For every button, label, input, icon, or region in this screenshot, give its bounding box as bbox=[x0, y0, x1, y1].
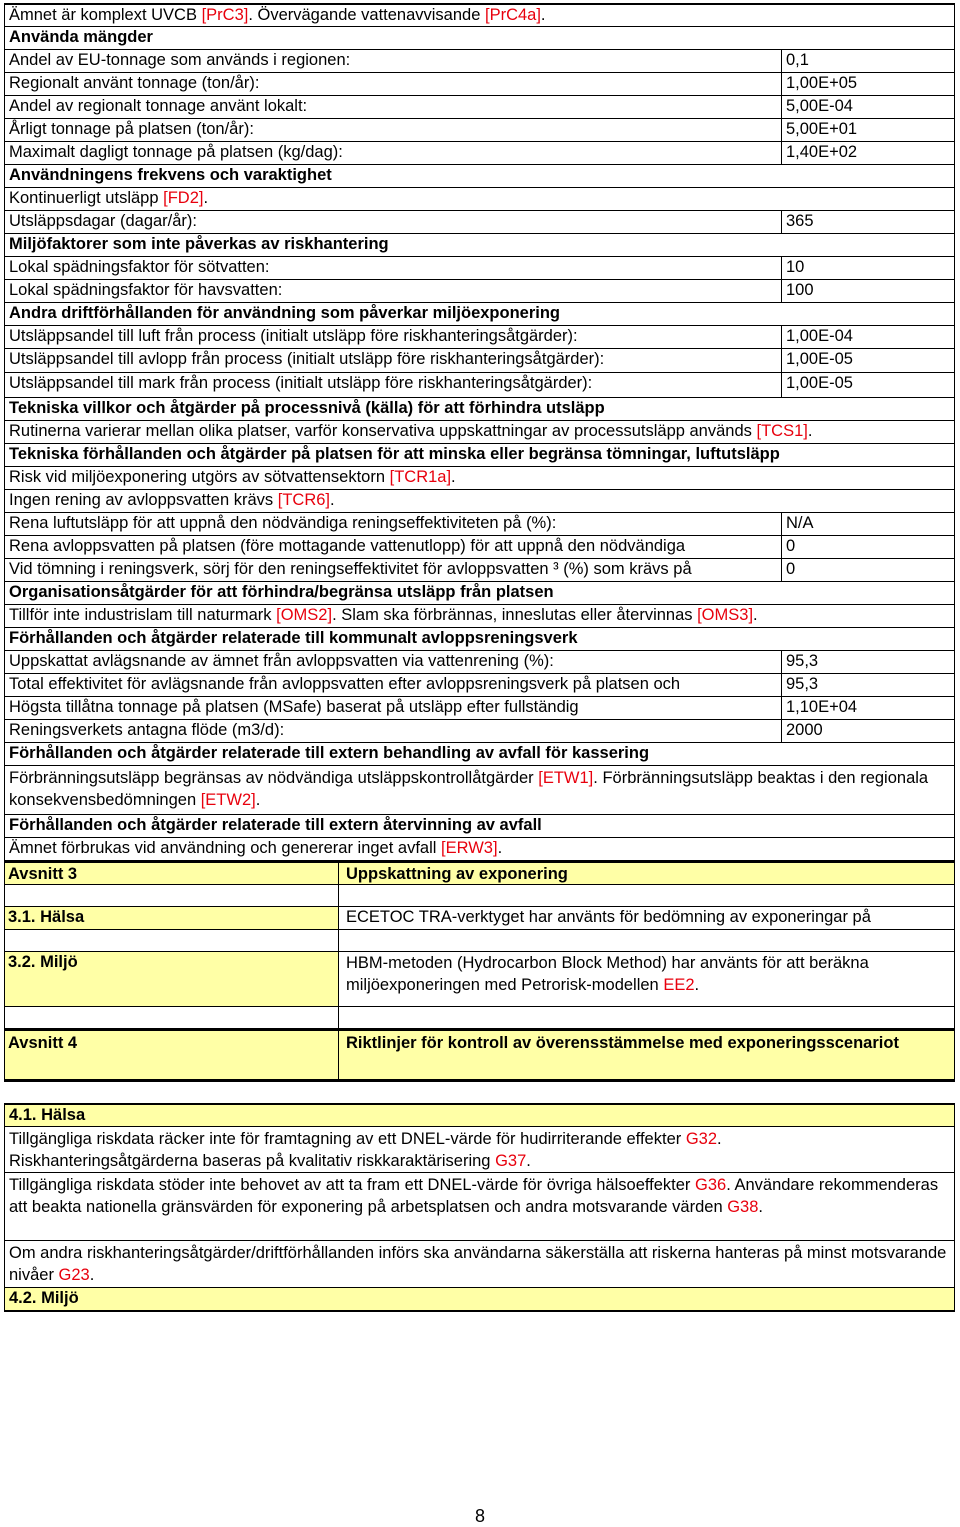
row-text: . bbox=[255, 791, 261, 809]
spacer-row bbox=[4, 885, 955, 907]
section-heading: Tekniska villkor och åtgärder på processnivå (källa) för att förhindra utsläpp bbox=[4, 398, 955, 421]
environment-row bbox=[4, 952, 955, 1007]
kv-label: Årligt tonnage på platsen (ton/år): bbox=[9, 120, 254, 138]
kv-row bbox=[4, 349, 955, 373]
kv-label: Uppskattat avlägsnande av ämnet från avloppsvatten via vattenrening (%): bbox=[9, 652, 554, 670]
row-text: . bbox=[89, 1266, 95, 1284]
section-heading: Användningens frekvens och varaktighet bbox=[4, 165, 955, 188]
text-row bbox=[4, 766, 955, 815]
spacer-row bbox=[4, 1082, 955, 1104]
ref-code: [PrC4a] bbox=[484, 6, 541, 24]
spacer-row bbox=[4, 930, 955, 952]
subsection-heading: 4.1. Hälsa bbox=[4, 1104, 955, 1127]
kv-value: 1,00E-04 bbox=[781, 326, 954, 348]
row-text: . bbox=[330, 491, 335, 509]
section-3-label: Avsnitt 3 bbox=[5, 863, 339, 884]
kv-row bbox=[4, 720, 955, 743]
kv-value: 100 bbox=[781, 280, 954, 302]
text-row bbox=[4, 838, 955, 861]
row-text: . Slam ska förbrännas, inneslutas eller återvinnas bbox=[332, 606, 698, 624]
subsection-heading: 4.2. Miljö bbox=[4, 1288, 955, 1312]
note-text: . Övervägande vattenavvisande bbox=[248, 6, 485, 24]
row-text: Tillgängliga riskdata räcker inte för framtagning av ett DNEL-värde för hudirriterande effekter bbox=[9, 1130, 686, 1148]
section-heading: Miljöfaktorer som inte påverkas av riskhantering bbox=[4, 234, 955, 257]
kv-row bbox=[4, 96, 955, 119]
environment-label: 3.2. Miljö bbox=[5, 952, 339, 1006]
kv-label: Reningsverkets antagna flöde (m3/d): bbox=[9, 721, 285, 739]
kv-row bbox=[4, 119, 955, 142]
row-text: Ämnet förbrukas vid användning och genererar inget avfall bbox=[9, 839, 442, 857]
row-text: . bbox=[497, 839, 503, 857]
section-heading: Använda mängder bbox=[4, 27, 955, 50]
row-text: Förbränningsutsläpp begränsas av nödvändiga utsläppskontrollåtgärder bbox=[9, 769, 539, 787]
ref-code: [TCS1] bbox=[756, 422, 808, 440]
kv-value: 5,00E-04 bbox=[781, 96, 954, 118]
row-text: HBM-metoden (Hydrocarbon Block Method) har använts för att beräkna miljöexponeringen med Petrorisk-modellen bbox=[346, 954, 869, 994]
kv-label: Andel av EU-tonnage som används i regionen: bbox=[9, 51, 351, 69]
kv-row bbox=[4, 651, 955, 674]
section-heading: Förhållanden och åtgärder relaterade till kommunalt avloppsreningsverk bbox=[4, 628, 955, 651]
ref-code: [OMS3] bbox=[697, 606, 754, 624]
kv-value: 0 bbox=[781, 559, 954, 581]
ref-code: [PrC3] bbox=[201, 6, 249, 24]
section-heading: Tekniska förhållanden och åtgärder på platsen för att minska eller begränsa tömningar, luftutsläpp bbox=[4, 444, 955, 467]
row-text: . Användare rekommenderas att beakta nationella gränsvärden för exponering på arbetsplatsen och andra motsvarande värden bbox=[9, 1176, 939, 1216]
kv-row bbox=[4, 280, 955, 303]
kv-label: Rena luftutsläpp för att uppnå den nödvändiga reningseffektiviteten på (%): bbox=[9, 514, 557, 532]
section-heading: Förhållanden och åtgärder relaterade till extern återvinning av avfall bbox=[4, 815, 955, 838]
ref-code: [FD2] bbox=[163, 189, 204, 207]
row-text: . bbox=[717, 1130, 722, 1148]
document-sheet bbox=[4, 3, 955, 1312]
section-3-header bbox=[4, 861, 955, 885]
text-row bbox=[4, 490, 955, 513]
kv-value: N/A bbox=[781, 513, 954, 535]
row-text: . bbox=[451, 468, 456, 486]
ref-code: [OMS2] bbox=[276, 606, 333, 624]
kv-value: 1,00E+05 bbox=[781, 73, 954, 95]
section-4-title: Riktlinjer för kontroll av överensstämmelse med exponeringsscenariot bbox=[346, 1034, 899, 1052]
row-text: Kontinuerligt utsläpp bbox=[9, 189, 164, 207]
kv-value: 2000 bbox=[781, 720, 954, 742]
row-text: . bbox=[758, 1198, 763, 1216]
text-row bbox=[4, 1241, 955, 1288]
ref-code: G37 bbox=[495, 1152, 527, 1170]
ref-code: [ERW3] bbox=[441, 839, 498, 857]
text-row bbox=[4, 421, 955, 444]
text-row bbox=[4, 605, 955, 628]
row-text: Om andra riskhanteringsåtgärder/driftförhållanden införs ska användarna säkerställa att riskerna hanteras på minst motsvarande nivåer bbox=[9, 1244, 947, 1284]
kv-row bbox=[4, 50, 955, 73]
kv-label: Maximalt dagligt tonnage på platsen (kg/dag): bbox=[9, 143, 343, 161]
text-row bbox=[4, 467, 955, 490]
kv-label: Rena avloppsvatten på platsen (före mottagande vattenutlopp) för att uppnå den nödvändiga bbox=[9, 537, 686, 555]
row-text: Ingen rening av avloppsvatten krävs bbox=[9, 491, 278, 509]
ref-code: [ETW1] bbox=[538, 769, 594, 787]
row-text: . bbox=[526, 1152, 531, 1170]
kv-value: 1,40E+02 bbox=[781, 142, 954, 164]
page-number: 8 bbox=[474, 1506, 485, 1526]
kv-row bbox=[4, 257, 955, 280]
section-heading: Andra driftförhållanden för användning som påverkar miljöexponering bbox=[4, 303, 955, 326]
kv-row bbox=[4, 697, 955, 720]
spacer-row bbox=[4, 1007, 955, 1029]
ref-code: G38 bbox=[727, 1198, 759, 1216]
row-text: Tillgängliga riskdata stöder inte behovet av att ta fram ett DNEL-värde för övriga hälsoeffekter bbox=[9, 1176, 696, 1194]
environment-text bbox=[340, 952, 954, 1006]
kv-label: Utsläppsandel till avlopp från process (initialt utsläpp före riskhanteringsåtgärder): bbox=[9, 350, 605, 368]
health-label: 3.1. Hälsa bbox=[5, 907, 339, 929]
section-heading: Organisationsåtgärder för att förhindra/begränsa utsläpp från platsen bbox=[4, 582, 955, 605]
note-text: . bbox=[540, 6, 546, 24]
kv-value: 95,3 bbox=[781, 651, 954, 673]
health-text: ECETOC TRA-verktyget har använts för bedömning av exponeringar på bbox=[346, 908, 871, 926]
health-row bbox=[4, 907, 955, 930]
kv-label: Vid tömning i reningsverk, sörj för den reningseffektivitet för avloppsvatten ³ (%) som krävs på bbox=[9, 560, 692, 578]
text-row bbox=[4, 1173, 955, 1241]
text-row bbox=[4, 1127, 955, 1173]
kv-value: 1,00E-05 bbox=[781, 373, 954, 397]
kv-row bbox=[4, 559, 955, 582]
kv-row bbox=[4, 211, 955, 234]
note-text: Ämnet är komplext UVCB bbox=[9, 6, 202, 24]
text-row bbox=[4, 188, 955, 211]
section-4-header bbox=[4, 1029, 955, 1082]
section-3-title: Uppskattning av exponering bbox=[346, 865, 568, 883]
kv-value: 0,1 bbox=[781, 50, 954, 72]
kv-row bbox=[4, 142, 955, 165]
kv-label: Regionalt använt tonnage (ton/år): bbox=[9, 74, 260, 92]
kv-value: 0 bbox=[781, 536, 954, 558]
ref-code: EE2 bbox=[663, 976, 695, 994]
kv-value: 5,00E+01 bbox=[781, 119, 954, 141]
ref-code: [TCR1a] bbox=[389, 468, 452, 486]
kv-value: 95,3 bbox=[781, 674, 954, 696]
substance-note bbox=[4, 3, 955, 27]
ref-code: G23 bbox=[58, 1266, 90, 1284]
kv-label: Högsta tillåtna tonnage på platsen (MSafe) baserat på utsläpp efter fullständig bbox=[9, 698, 579, 716]
row-text: Riskhanteringsåtgärderna baseras på kvalitativ riskkaraktärisering bbox=[9, 1152, 496, 1170]
kv-label: Total effektivitet för avlägsnande från avloppsvatten efter avloppsreningsverk på platsen och bbox=[9, 675, 681, 693]
ref-code: G32 bbox=[685, 1130, 718, 1148]
kv-value: 365 bbox=[781, 211, 954, 233]
section-4-label: Avsnitt 4 bbox=[5, 1031, 339, 1079]
kv-label: Lokal spädningsfaktor för sötvatten: bbox=[9, 258, 270, 276]
ref-code: [TCR6] bbox=[277, 491, 331, 509]
row-text: Rutinerna varierar mellan olika platser, varför konservativa uppskattningar av processutsläpp används bbox=[9, 422, 757, 440]
kv-row bbox=[4, 73, 955, 96]
kv-value: 10 bbox=[781, 257, 954, 279]
kv-label: Lokal spädningsfaktor för havsvatten: bbox=[9, 281, 283, 299]
row-text: . bbox=[807, 422, 813, 440]
kv-label: Utsläppsandel till mark från process (initialt utsläpp före riskhanteringsåtgärder): bbox=[9, 374, 593, 392]
row-text: . bbox=[203, 189, 209, 207]
kv-row bbox=[4, 326, 955, 349]
ref-code: [ETW2] bbox=[200, 791, 256, 809]
kv-label: Andel av regionalt tonnage använt lokalt: bbox=[9, 97, 308, 115]
ref-code: G36 bbox=[695, 1176, 727, 1194]
kv-row bbox=[4, 536, 955, 559]
row-text: Risk vid miljöexponering utgörs av sötvattensektorn bbox=[9, 468, 390, 486]
row-text: . bbox=[753, 606, 758, 624]
kv-label: Utsläppsandel till luft från process (initialt utsläpp före riskhanteringsåtgärder): bbox=[9, 327, 578, 345]
row-text: Tillför inte industrislam till naturmark bbox=[9, 606, 277, 624]
kv-row bbox=[4, 674, 955, 697]
kv-row bbox=[4, 513, 955, 536]
kv-label: Utsläppsdagar (dagar/år): bbox=[9, 212, 198, 230]
row-text: . bbox=[694, 976, 700, 994]
kv-value: 1,00E-05 bbox=[781, 349, 954, 372]
kv-row bbox=[4, 373, 955, 398]
section-heading: Förhållanden och åtgärder relaterade till extern behandling av avfall för kassering bbox=[4, 743, 955, 766]
row-text: . Förbränningsutsläpp beaktas i den regionala konsekvensbedömningen bbox=[9, 769, 929, 809]
kv-value: 1,10E+04 bbox=[781, 697, 954, 719]
